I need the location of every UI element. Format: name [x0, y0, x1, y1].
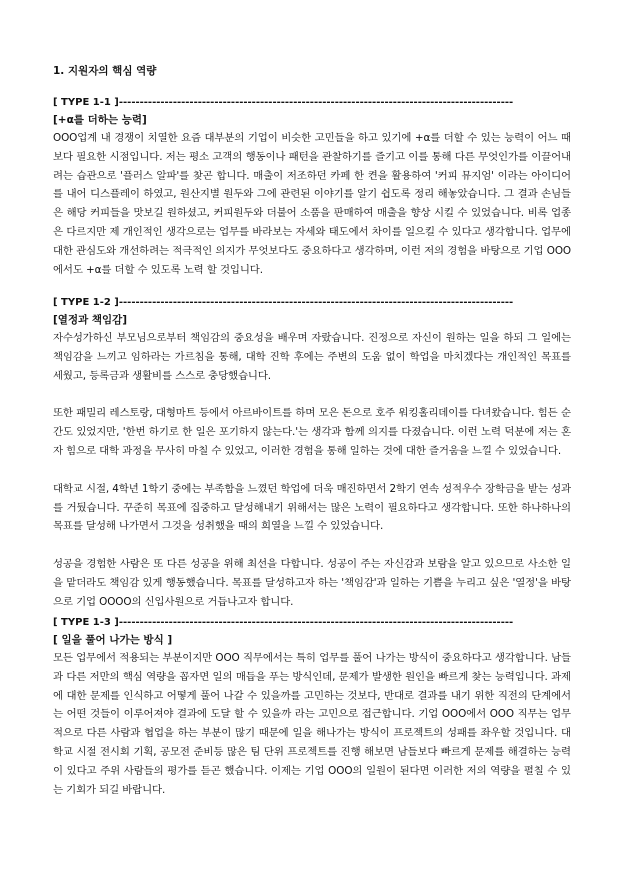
section-subtitle: [+α를 더하는 능력]	[53, 114, 147, 126]
type-label: [ TYPE 1-3 ]-----------------------------------------------------------------------------------------------	[53, 617, 514, 628]
paragraph: OOO업계 내 경쟁이 치열한 요즘 대부분의 기업이 비슷한 고민들을 하고 있기에 +α를 더할 수 있는 능력이 어느 때보다 필요한 시점입니다. 저는 평소 고객의 행동이나 패턴을 관찰하기를 즐기고 이를 통해 다른 무엇인가를 이끌어내려는 습관으로 '플러스 알파'를 찾곤 합니다. 매출이 저조하던 카페 한 켠을 활용하여 '커피 뮤지엄' 이라는 아이디어를 내어 디스플레이 하였고, 원산지별 원두와 그에 관련된 이야기를 알기 쉽도록 정리 해놓았습니다. 그 결과 손님들은 해당 커피들을 맛보길 원하셨고, 커피원두와 더불어 소품을 판매하여 매출을 향상 시킬 수 있었습니다. 비록 업종은 다르지만 제 개인적인 생각으로는 업무를 바라보는 자세와 태도에서 차이를 일으킬 수 있다고 생각합니다. 업무에 대한 관심도와 개선하려는 적극적인 의지가 무엇보다도 중요하다고 생각하며, 이런 저의 경험을 바탕으로 기업 OOO에서도 +α를 더할 수 있도록 노력 할 것입니다.	[53, 132, 571, 276]
section-subtitle: [열정과 책임감]	[53, 314, 128, 326]
paragraph: 대학교 시절, 4학년 1학기 중에는 부족함을 느꼈던 학업에 더욱 매진하면서 2학기 연속 성적우수 장학금을 받는 성과를 거뒀습니다. 꾸준히 목표에 집중하고 달성해내기 위해서는 많은 노력이 필요하다고 생각합니다. 또한 하나하나의 목표를 달성해 나가면서 그것을 성취했을 때의 희열을 느낄 수 있었습니다.	[53, 482, 571, 533]
paragraph: 자수성가하신 부모님으로부터 책임감의 중요성을 배우며 자랐습니다. 진정으로 자신이 원하는 일을 하되 그 일에는 책임감을 느끼고 임하라는 가르침을 통해, 대학 진학 후에는 주변의 도움 없이 학업을 마치겠다는 개인적인 목표를 세웠고, 등록금과 생활비를 스스로 충당했습니다.	[53, 332, 571, 382]
type-1-2-section	[53, 295, 571, 612]
section-heading: 1. 지원자의 핵심 역량	[53, 65, 157, 77]
paragraph: 모든 업무에서 적용되는 부분이지만 OOO 직무에서는 특히 업무를 풀어 나가는 방식이 중요하다고 생각합니다. 남들과 다른 저만의 핵심 역량을 꼽자면 일의 매듭을 푸는 방식인데, 문제가 발생한 원인을 빠르게 찾는 능력입니다. 과제에 대한 문제를 인식하고 어떻게 풀어 나갈 수 있을까를 고민하는 것보다, 반대로 결과를 내기 위한 직전의 단계에서는 어떤 것들이 이루어져야 결과에 도달 할 수 있을까 라는 고민으로 접근합니다. 기업 OOO에서 OOO 직무는 업무적으로 다른 사람과 협업을 하는 부분이 많기 때문에 일을 해나가는 방식이 프로젝트의 성패를 좌우할 것입니다. 대학교 시절 전시회 기획, 공모전 준비등 많은 팀 단위 프로젝트를 진행 해보면 남들보다 빠르게 문제를 해결하는 능력이 있다고 주위 사람들의 평가를 듣곤 했습니다. 이제는 기업 OOO의 일원이 된다면 이러한 저의 역량을 펼칠 수 있는 기회가 되길 바랍니다.	[53, 652, 571, 796]
type-1-1-section	[53, 95, 571, 279]
type-label: [ TYPE 1-2 ]-----------------------------------------------------------------------------------------------	[53, 297, 514, 308]
section-subtitle: [ 일을 풀어 나가는 방식 ]	[53, 634, 173, 646]
type-label: [ TYPE 1-1 ]-----------------------------------------------------------------------------------------------	[53, 97, 514, 108]
type-1-3-section	[53, 615, 571, 799]
paragraph: 또한 패밀리 레스토랑, 대형마트 등에서 아르바이트를 하며 모은 돈으로 호주 워킹홀리데이를 다녀왔습니다. 힘든 순간도 있었지만, '한번 하기로 한 일은 포기하지 않는다.'는 생각과 함께 의지를 다졌습니다. 이런 노력 덕분에 저는 혼자 힘으로 대학 과정을 무사히 마칠 수 있었고, 이러한 경험을 통해 일하는 것에 대한 즐거움을 느낄 수 있었습니다.	[53, 407, 571, 457]
paragraph: 성공을 경험한 사람은 또 다른 성공을 위해 최선을 다합니다. 성공이 주는 자신감과 보람을 알고 있으므로 사소한 일을 맡더라도 책임감 있게 행동했습니다. 목표를 달성하고자 하는 '책임감'과 일하는 기쁨을 누리고 싶은 '열정'을 바탕으로 기업 OOOO의 신입사원으로 거듭나고자 합니다.	[53, 558, 571, 608]
